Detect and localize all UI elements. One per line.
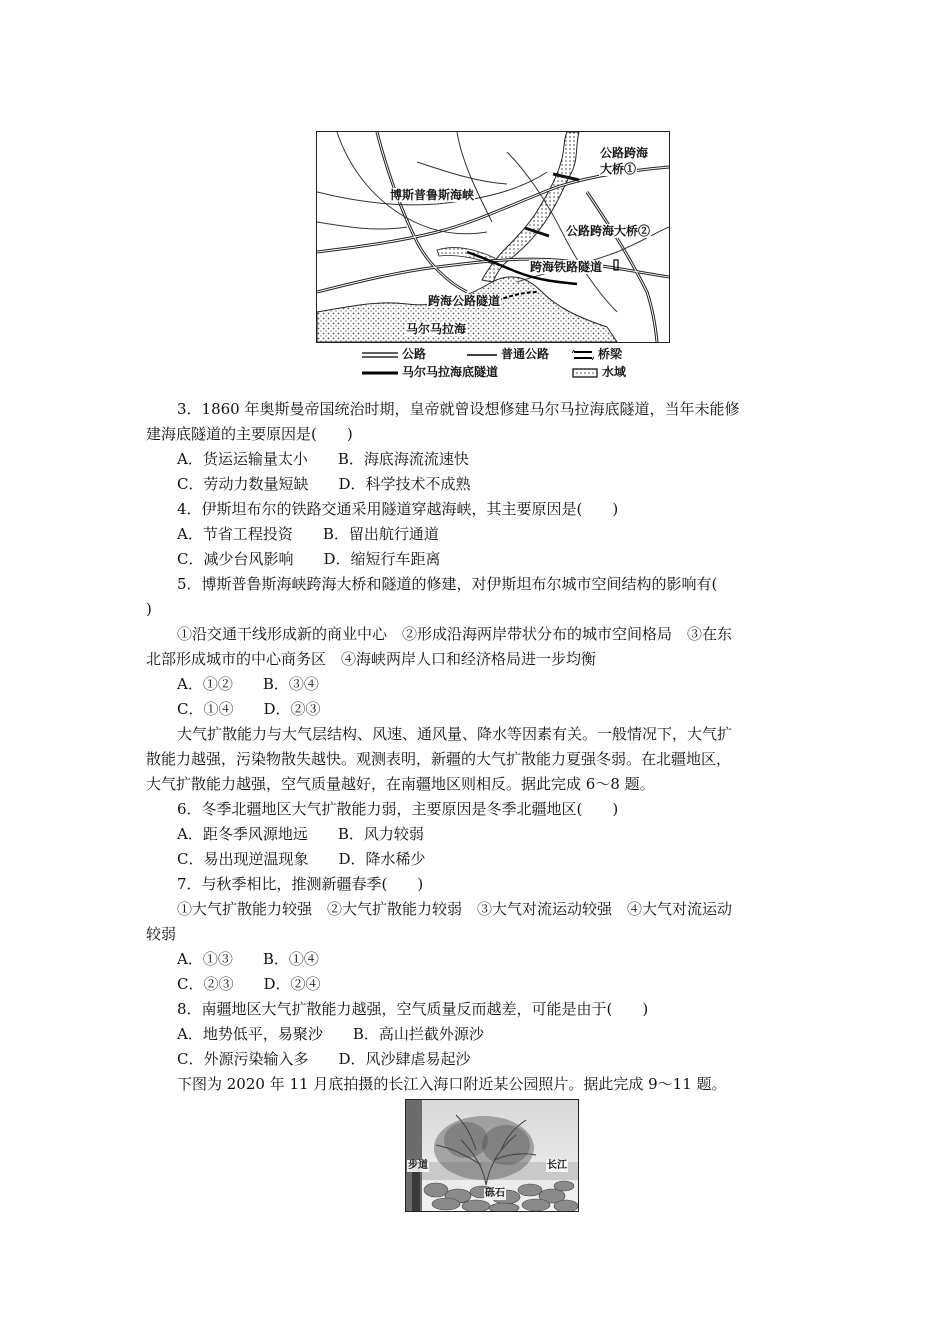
label-river: 长江 [547, 1160, 567, 1171]
intro2-line2: 散能力越强，污染物散失越快。观测表明，新疆的大气扩散能力夏强冬弱。在北疆地区， [146, 750, 732, 768]
highway-symbol [362, 351, 398, 359]
legend-water-label: 水域 [602, 365, 627, 379]
label-walkway: 步道 [408, 1160, 428, 1171]
bridge-symbol [572, 350, 594, 360]
legend-ordinary-road [467, 347, 549, 361]
q3-stem-line1: 3．1860 年奥斯曼帝国统治时期，皇帝就曾设想修建马尔马拉海底隧道，当年未能修 [177, 400, 740, 418]
q5-stem-line2: ) [146, 600, 152, 618]
legend-marmaray [362, 365, 498, 379]
legend-bridge [572, 347, 622, 361]
water-symbol [572, 368, 598, 378]
q7-options-cd: C．②③ D．②④ [177, 975, 321, 993]
intro2-line1: 大气扩散能力与大气层结构、风速、通风量、降水等因素有关。一般情况下，大气扩 [177, 725, 733, 743]
legend-marmaray-label: 马尔马拉海底隧道 [402, 365, 499, 379]
q8-stem: 8．南疆地区大气扩散能力越强，空气质量反而越差，可能是由于( ) [177, 1000, 649, 1018]
label-bosphorus: 博斯普鲁斯海峡 [390, 188, 475, 202]
ordinary-road-symbol [467, 351, 497, 359]
istanbul-map [316, 131, 670, 343]
legend-ordinary-road-label: 普通公路 [501, 347, 550, 361]
q7-items-line1: ①大气扩散能力较强 ②大气扩散能力较弱 ③大气对流运动较强 ④大气对流运动 [177, 900, 733, 918]
q6-stem: 6．冬季北疆地区大气扩散能力弱，主要原因是冬季北疆地区( ) [177, 800, 619, 818]
legend-water [572, 365, 626, 379]
q5-items-line1: ①沿交通干线形成新的商业中心 ②形成沿海两岸带状分布的城市空间格局 ③在东 [177, 625, 733, 643]
q4-options-ab: A．节省工程投资 B．留出航行通道 [177, 525, 439, 543]
q3-stem-line2: 建海底隧道的主要原因是( ) [146, 425, 353, 443]
label-bridge1-line1: 公路跨海 [600, 146, 649, 160]
q5-options-ab: A．①② B．③④ [177, 675, 319, 693]
label-road-tunnel: 跨海公路隧道 [428, 294, 501, 308]
q3-options-cd: C．劳动力数量短缺 D．科学技术不成熟 [177, 475, 471, 493]
map-legend [362, 347, 662, 383]
q5-options-cd: C．①④ D．②③ [177, 700, 321, 718]
intro3: 下图为 2020 年 11 月底拍摄的长江入海口附近某公园照片。据此完成 9～11 题。 [177, 1075, 727, 1093]
label-marmara: 马尔马拉海 [406, 322, 467, 336]
label-gravel: 砾石 [485, 1188, 505, 1199]
q7-options-ab: A．①③ B．①④ [177, 950, 319, 968]
q8-options-ab: A．地势低平，易聚沙 B．高山拦截外源沙 [177, 1025, 484, 1043]
label-bridge2: 公路跨海大桥② [566, 224, 651, 238]
label-rail-tunnel: 跨海铁路隧道 [530, 260, 603, 274]
q7-stem: 7．与秋季相比，推测新疆春季( ) [177, 875, 424, 893]
label-bridge1-line2: 大桥① [600, 162, 637, 176]
legend-highway [362, 347, 426, 361]
q4-stem: 4．伊斯坦布尔的铁路交通采用隧道穿越海峡，其主要原因是( ) [177, 500, 619, 518]
q6-options-cd: C．易出现逆温现象 D．降水稀少 [177, 850, 426, 868]
q7-items-line2: 较弱 [146, 925, 177, 943]
marmaray-symbol [362, 369, 398, 377]
park-photo [405, 1099, 579, 1212]
q4-options-cd: C．减少台风影响 D．缩短行车距离 [177, 550, 441, 568]
q5-items-line2: 北部形成城市的中心商务区 ④海峡两岸人口和经济格局进一步均衡 [146, 650, 597, 668]
q6-options-ab: A．距冬季风源地远 B．风力较弱 [177, 825, 424, 843]
intro2-line3: 大气扩散能力越强，空气质量越好，在南疆地区则相反。据此完成 6～8 题。 [146, 775, 655, 793]
legend-highway-label: 公路 [402, 347, 427, 361]
q8-options-cd: C．外源污染输入多 D．风沙肆虐易起沙 [177, 1050, 471, 1068]
questions-text [146, 397, 810, 1097]
q5-stem-line1: 5．博斯普鲁斯海峡跨海大桥和隧道的修建，对伊斯坦布尔城市空间结构的影响有( [177, 575, 718, 593]
q3-options-ab: A．货运运输量太小 B．海底海流流速快 [177, 450, 469, 468]
legend-bridge-label: 桥梁 [598, 347, 623, 361]
